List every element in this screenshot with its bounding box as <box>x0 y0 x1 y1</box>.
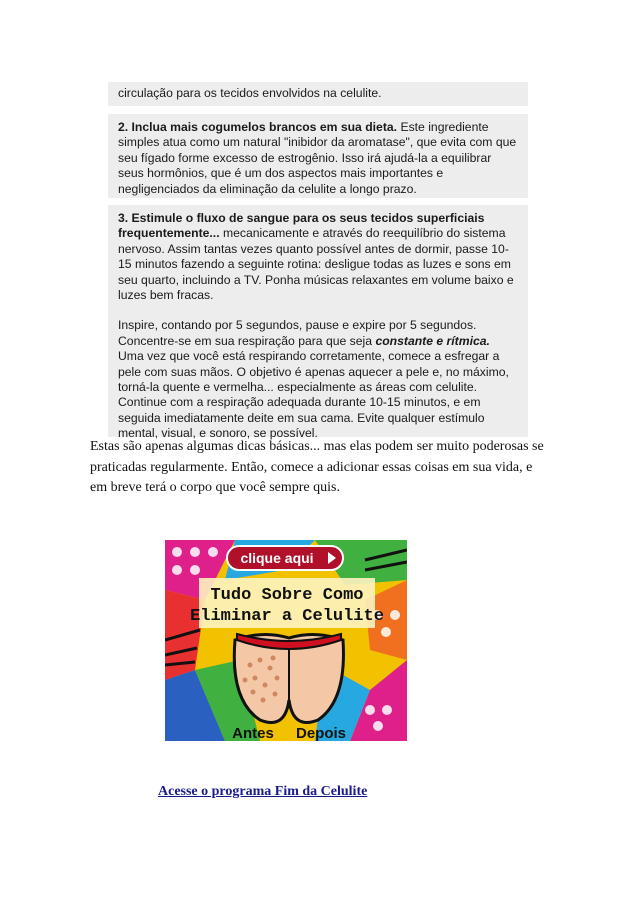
banner-title-line2: Eliminar a Celulite <box>190 607 384 626</box>
tip-3-paragraph-2 <box>118 318 518 441</box>
tip-2-heading: 2. Inclua mais cogumelos brancos em sua dieta. <box>118 120 398 134</box>
tip-1-tail-text: circulação para os tecidos envolvidos na celulite. <box>118 86 382 100</box>
clique-button-label: clique aqui <box>240 550 314 566</box>
cellulite-banner[interactable] <box>165 540 407 741</box>
tip-3-para2-emphasis: constante e rítmica. <box>375 333 490 348</box>
tip-2-body: Este ingrediente simples atua como um natural "inibidor da aromatase", que evita com que seu fígado forme excesso de estrogênio. Isso irá ajudá-la a equilibrar seus hormônios, que é um dos aspectos mais importantes e negligenciados da eliminação da celulite a longo prazo. <box>118 120 517 196</box>
tip-3-para2-end: Uma vez que você está respirando corretamente, comece a esfregar a pele com suas mãos. O objetivo é apenas aquecer a pele e, no máximo, torná-la quente e vermelha... especialmente as áreas com celulite. Continue com a respiração adequada durante 10-15 minutos, e em seguida imediatamente deite em sua cama. Evite qualquer estímulo mental, visual, e sonoro, se possível. <box>118 349 509 441</box>
after-label: Depois <box>295 725 347 741</box>
tip-2-paragraph <box>118 120 518 197</box>
tip-3-body: mecanicamente e através do reequilíbrio do sistema nervoso. Assim tantas vezes quanto possível antes de dormir, passe 10-15 minutos fazendo a seguinte rotina: desligue todas as luzes e sons em seu quarto, incluindo a TV. Ponha músicas relaxantes em volume baixo e luzes bem fracas. <box>118 226 514 303</box>
before-label: Antes <box>232 725 274 741</box>
tip-3-box <box>108 205 528 441</box>
tip-2-box <box>108 114 528 198</box>
banner-artwork <box>165 540 407 741</box>
closing-paragraph: Estas são apenas algumas dicas básicas... mas elas podem ser muito poderosas se praticadas regularmente. Então, comece a adicionar essas coisas em sua vida, e em breve terá o corpo que você sempre quis. <box>90 439 544 495</box>
tip-1-tail-box <box>108 82 528 106</box>
tip-3-paragraph-1 <box>118 211 518 303</box>
tip-3-para2-start: Inspire, contando por 5 segundos, pause e expire por 5 segundos. Concentre-se em sua respiração para que seja <box>118 318 477 348</box>
program-link[interactable]: Acesse o programa Fim da Celulite <box>158 784 368 799</box>
tip-3-heading: 3. Estimule o fluxo de sangue para os seus tecidos superficiais frequentemente... <box>118 211 485 241</box>
banner-title-line1: Tudo Sobre Como <box>210 586 364 605</box>
